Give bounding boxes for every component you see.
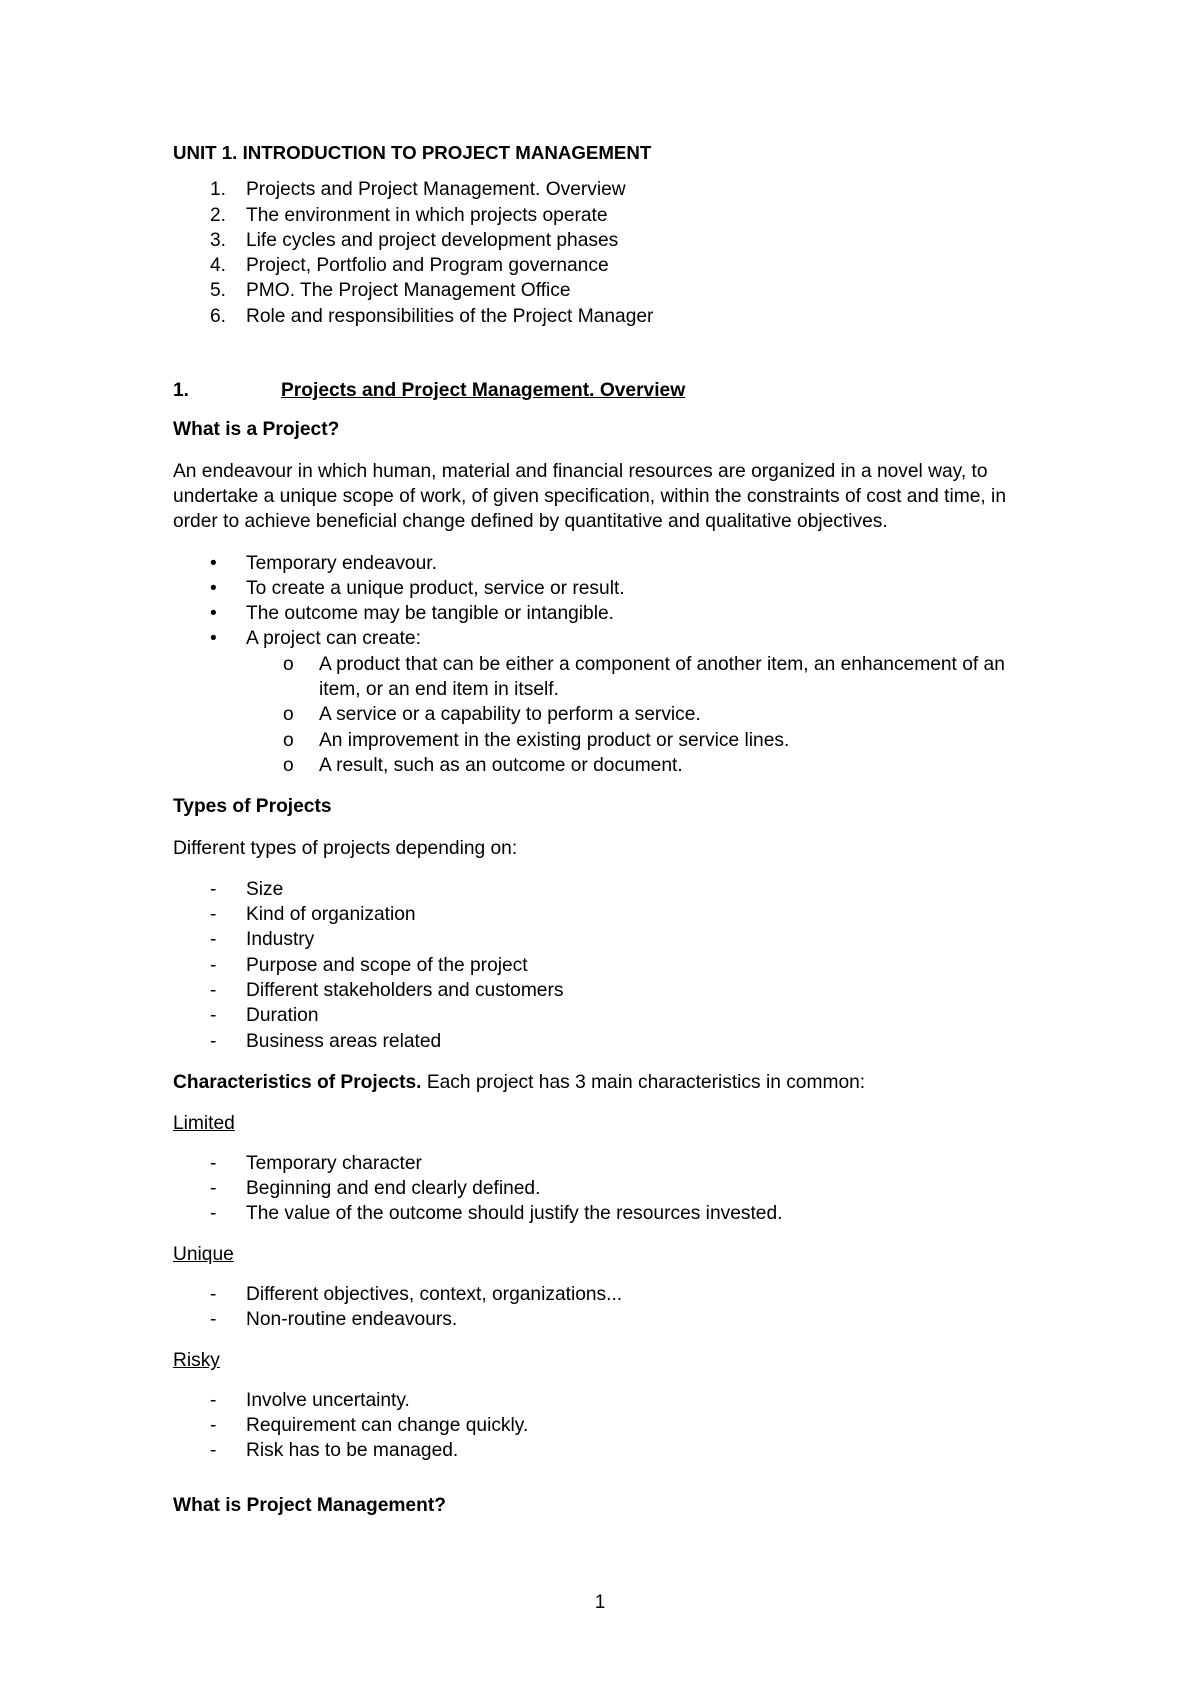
list-item: - Size	[210, 878, 284, 900]
list-item: - Involve uncertainty.	[210, 1389, 410, 1411]
characteristics-heading: Characteristics of Projects.	[173, 1071, 422, 1093]
toc-number: 3.	[210, 229, 227, 251]
toc-text: PMO. The Project Management Office	[246, 280, 571, 302]
list-item: - Risk has to be managed.	[210, 1440, 459, 1462]
sub-list-item: o A result, such as an outcome or document.	[173, 753, 1043, 778]
section-title: Projects and Project Management. Overview	[281, 380, 686, 402]
what-is-project-heading: What is a Project?	[173, 419, 340, 441]
list-item: - Beginning and end clearly defined.	[210, 1177, 541, 1199]
project-bullet-list	[173, 551, 1043, 779]
bullet-mark: •	[210, 628, 217, 650]
types-list	[173, 877, 1043, 1054]
toc-item	[173, 253, 1043, 278]
toc-item	[173, 203, 1043, 228]
bullet-mark: •	[210, 577, 217, 599]
toc-text: Project, Portfolio and Program governance	[246, 255, 609, 277]
sub-list-item: o An improvement in the existing product or service lines.	[173, 728, 1043, 753]
list-item: - Temporary character	[210, 1152, 422, 1174]
toc-number: 5.	[210, 280, 227, 302]
list-item: - Non-routine endeavours.	[210, 1308, 458, 1330]
types-intro: Different types of projects depending on:	[173, 837, 518, 859]
list-item: - Kind of organization	[210, 904, 416, 926]
list-item: - Requirement can change quickly.	[210, 1414, 529, 1436]
unit-title: UNIT 1. INTRODUCTION TO PROJECT MANAGEMENT	[173, 142, 652, 163]
project-definition-paragraph: An endeavour in which human, material and financial resources are organized in a novel way, to undertake a unique scope of work, of given specification, within the constraints of cost and time, in order to achieve beneficial change defined by quantitative and qualitative objectives.	[173, 460, 1006, 533]
list-item: - Industry	[210, 929, 315, 951]
page-number: 1	[594, 1592, 606, 1613]
list-item: - The value of the outcome should justify the resources invested.	[210, 1203, 783, 1225]
sub-bullet-mark: o	[283, 754, 294, 776]
toc-item	[173, 278, 1043, 303]
project-sub-list	[246, 652, 1043, 778]
sub-bullet-mark: o	[283, 704, 294, 726]
toc-item	[173, 304, 1043, 329]
toc-item	[173, 177, 1043, 202]
sub-list-item: o A service or a capability to perform a service.	[173, 702, 1043, 727]
list-item: • The outcome may be tangible or intangible.	[173, 601, 1043, 626]
risky-list	[173, 1388, 1043, 1464]
sub-bullet-mark: o	[283, 729, 294, 751]
limited-list	[173, 1151, 1043, 1227]
bullet-mark: •	[210, 552, 217, 574]
types-heading: Types of Projects	[173, 796, 332, 818]
list-item: - Different objectives, context, organizations...	[210, 1283, 623, 1305]
list-item: - Different stakeholders and customers	[210, 980, 564, 1002]
sub-bullet-mark: o	[283, 653, 294, 675]
section-heading	[173, 378, 1043, 403]
toc-number: 1.	[210, 179, 227, 201]
toc-number: 4.	[210, 255, 227, 277]
toc-text: Life cycles and project development phases	[246, 229, 619, 251]
toc-text: Projects and Project Management. Overview	[246, 179, 626, 201]
bullet-mark: •	[210, 603, 217, 625]
toc-text: Role and responsibilities of the Project Manager	[246, 305, 654, 327]
table-of-contents	[173, 177, 1043, 329]
risky-label: Risky	[173, 1350, 220, 1372]
what-is-pm-heading: What is Project Management?	[173, 1495, 446, 1517]
characteristics-paragraph: Characteristics of Projects. Each project has 3 main characteristics in common:	[173, 1071, 866, 1093]
list-item: - Duration	[210, 1005, 319, 1027]
list-item: • Temporary endeavour.	[173, 551, 1043, 576]
page-content	[173, 140, 1043, 1535]
section-number: 1.	[173, 380, 190, 402]
list-item: • To create a unique product, service or result.	[173, 576, 1043, 601]
list-item: - Business areas related	[210, 1030, 442, 1052]
unique-label: Unique	[173, 1244, 234, 1266]
limited-label: Limited	[173, 1113, 235, 1135]
toc-number: 6.	[210, 305, 227, 327]
toc-number: 2.	[210, 204, 227, 226]
list-item: • A project can create: o A product that can be either a component of another item, an enhancement of an item, or an end item in itself. o A service or a capability to perform a service. o An improvement in the existing product or service lines. o A result, such as an outcome or document.	[173, 626, 1043, 778]
toc-text: The environment in which projects operate	[246, 204, 608, 226]
toc-item	[173, 228, 1043, 253]
unique-list	[173, 1282, 1043, 1333]
sub-list-item: o A product that can be either a component of another item, an enhancement of an item, or an end item in itself.	[283, 653, 1005, 701]
list-item: - Purpose and scope of the project	[210, 954, 528, 976]
